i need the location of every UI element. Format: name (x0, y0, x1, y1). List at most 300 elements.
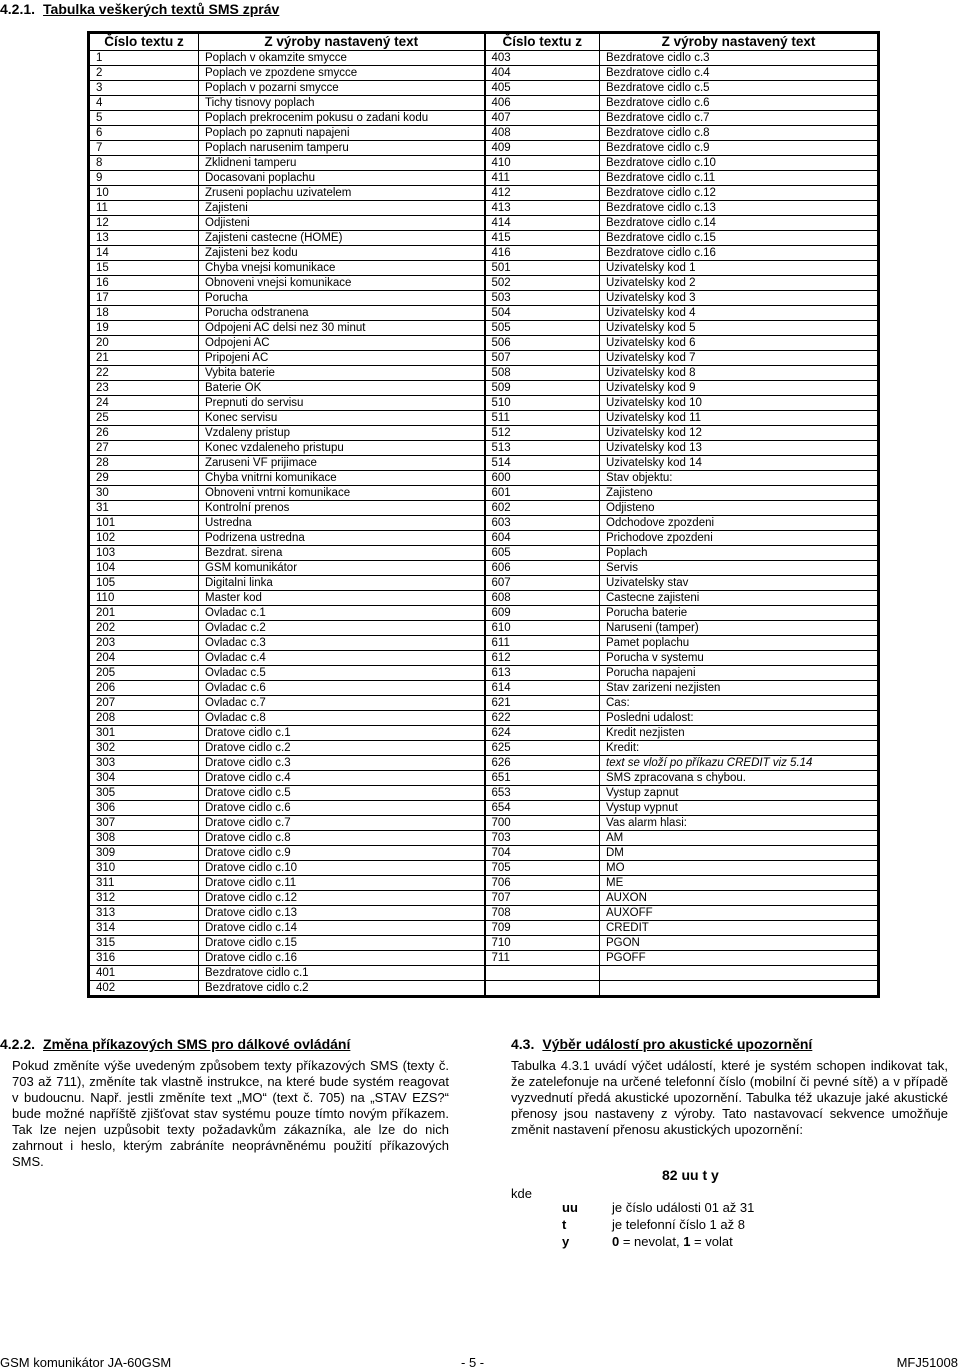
factory-text-cell: Bezdratove cidlo c.14 (600, 216, 879, 231)
factory-text-cell: Posledni udalost: (600, 711, 879, 726)
text-number-cell: 711 (485, 951, 600, 966)
text-number-cell: 31 (89, 501, 199, 516)
factory-text-cell: Bezdratove cidlo c.16 (600, 246, 879, 261)
text-number-cell: 706 (485, 876, 600, 891)
factory-text-cell: Dratove cidlo c.1 (199, 726, 485, 741)
text-number-cell: 503 (485, 291, 600, 306)
section-4-3-body: Tabulka 4.3.1 uvádí výčet událostí, které je systém schopen indikovat tak, že zatelefonuje na určené telefonní číslo (mobilní či pevné sítě) a v případě vyzvednutí předá akustické upozornění. Tabulka též ukazuje jaké akustické přenosy jsou nastaveny z výroby. Tato nastavovací sekvence umožňuje změnit nastavení přenosu akustických upozornění: (511, 1058, 948, 1137)
text-number-cell: 14 (89, 246, 199, 261)
table-row (89, 876, 879, 891)
factory-text-cell: Uzivatelsky kod 1 (600, 261, 879, 276)
factory-text-cell: Tichy tisnovy poplach (199, 96, 485, 111)
table-row (89, 231, 879, 246)
table-row (89, 906, 879, 921)
factory-text-cell: Zruseni poplachu uzivatelem (199, 186, 485, 201)
text-number-cell: 705 (485, 861, 600, 876)
table-row (89, 981, 879, 997)
factory-text-cell: Uzivatelsky kod 5 (600, 321, 879, 336)
footer-left: GSM komunikátor JA-60GSM (0, 1355, 172, 1370)
text-number-cell: 604 (485, 531, 600, 546)
table-row (89, 411, 879, 426)
factory-text-cell: GSM komunikátor (199, 561, 485, 576)
text-number-cell: 654 (485, 801, 600, 816)
factory-text-cell: Ovladac c.3 (199, 636, 485, 651)
text-number-cell: 625 (485, 741, 600, 756)
text-number-cell: 17 (89, 291, 199, 306)
factory-text-cell: Ovladac c.6 (199, 681, 485, 696)
table-row (89, 456, 879, 471)
text-number-cell: 24 (89, 396, 199, 411)
factory-text-cell: Ustredna (199, 516, 485, 531)
section-number: 4.2.2. (0, 1036, 36, 1052)
factory-text-cell: Uzivatelsky kod 4 (600, 306, 879, 321)
factory-text-cell: Uzivatelsky kod 6 (600, 336, 879, 351)
factory-text-cell: Stav objektu: (600, 471, 879, 486)
table-row (89, 606, 879, 621)
legend-key: t (562, 1217, 567, 1232)
factory-text-cell: Zaruseni VF prijimace (199, 456, 485, 471)
factory-text-cell: Cas: (600, 696, 879, 711)
factory-text-cell: Ovladac c.8 (199, 711, 485, 726)
factory-text-cell: Poplach ve zpozdene smycce (199, 66, 485, 81)
legend-row-t (562, 1217, 745, 1232)
text-number-cell: 704 (485, 846, 600, 861)
factory-text-cell: Bezdratove cidlo c.10 (600, 156, 879, 171)
text-number-cell: 415 (485, 231, 600, 246)
text-number-cell: 414 (485, 216, 600, 231)
text-number-cell: 502 (485, 276, 600, 291)
value-zero-meaning: = nevolat, (619, 1234, 684, 1249)
table-row (89, 711, 879, 726)
table-row (89, 261, 879, 276)
text-number-cell: 506 (485, 336, 600, 351)
factory-text-cell: Digitalni linka (199, 576, 485, 591)
text-number-cell: 610 (485, 621, 600, 636)
text-number-cell: 201 (89, 606, 199, 621)
text-number-cell: 13 (89, 231, 199, 246)
section-title: Výběr událostí pro akustické upozornění (542, 1036, 813, 1052)
text-number-cell: 3 (89, 81, 199, 96)
table-row (89, 771, 879, 786)
table-row (89, 666, 879, 681)
factory-text-cell: Bezdratove cidlo c.13 (600, 201, 879, 216)
factory-text-cell (600, 966, 879, 981)
factory-text-cell: Odjisteno (600, 501, 879, 516)
text-number-cell: 603 (485, 516, 600, 531)
table-row (89, 321, 879, 336)
factory-text-cell: Bezdratove cidlo c.8 (600, 126, 879, 141)
table-header-row (89, 33, 879, 51)
text-number-cell: 306 (89, 801, 199, 816)
factory-text-cell: Baterie OK (199, 381, 485, 396)
factory-text-cell: Bezdratove cidlo c.6 (600, 96, 879, 111)
table-row (89, 636, 879, 651)
text-number-cell: 613 (485, 666, 600, 681)
kde-label: kde (511, 1186, 532, 1201)
text-number-cell: 408 (485, 126, 600, 141)
factory-text-cell: SMS zpracovana s chybou. (600, 771, 879, 786)
factory-text-cell: Bezdrat. sirena (199, 546, 485, 561)
factory-text-cell: Dratove cidlo c.2 (199, 741, 485, 756)
text-number-cell: 404 (485, 66, 600, 81)
factory-text-cell: Bezdratove cidlo c.15 (600, 231, 879, 246)
factory-text-cell: Prepnuti do servisu (199, 396, 485, 411)
text-number-cell: 409 (485, 141, 600, 156)
legend-key: uu (562, 1200, 578, 1215)
section-title: Změna příkazových SMS pro dálkové ovládání (43, 1036, 351, 1052)
text-number-cell: 7 (89, 141, 199, 156)
column-header: Číslo textu z (89, 33, 199, 51)
factory-text-cell: Dratove cidlo c.11 (199, 876, 485, 891)
text-number-cell: 703 (485, 831, 600, 846)
factory-text-cell: Dratove cidlo c.15 (199, 936, 485, 951)
table-row (89, 561, 879, 576)
text-number-cell: 413 (485, 201, 600, 216)
table-row (89, 426, 879, 441)
text-number-cell: 401 (89, 966, 199, 981)
factory-text-cell: Poplach prekrocenim pokusu o zadani kodu (199, 111, 485, 126)
factory-text-cell: Odchodove zpozdeni (600, 516, 879, 531)
text-number-cell: 411 (485, 171, 600, 186)
factory-text-cell: PGON (600, 936, 879, 951)
text-number-cell: 307 (89, 816, 199, 831)
table-row (89, 591, 879, 606)
factory-text-cell: Dratove cidlo c.6 (199, 801, 485, 816)
text-number-cell: 12 (89, 216, 199, 231)
text-number-cell: 21 (89, 351, 199, 366)
factory-text-cell: Konec servisu (199, 411, 485, 426)
factory-text-cell: Uzivatelsky kod 14 (600, 456, 879, 471)
text-number-cell: 601 (485, 486, 600, 501)
table-row (89, 891, 879, 906)
factory-text-cell: Kredit: (600, 741, 879, 756)
factory-text-cell: Bezdratove cidlo c.4 (600, 66, 879, 81)
table-row (89, 861, 879, 876)
factory-text-cell: Dratove cidlo c.12 (199, 891, 485, 906)
legend-row-y (562, 1234, 733, 1249)
factory-text-cell: Zajisteni castecne (HOME) (199, 231, 485, 246)
factory-text-cell: Porucha napajeni (600, 666, 879, 681)
text-number-cell: 315 (89, 936, 199, 951)
column-header: Z výroby nastavený text (600, 33, 879, 51)
text-number-cell: 507 (485, 351, 600, 366)
section-heading-4-3 (511, 1036, 812, 1052)
factory-text-cell: AUXON (600, 891, 879, 906)
table-row (89, 156, 879, 171)
table-row (89, 741, 879, 756)
factory-text-cell: Bezdratove cidlo c.1 (199, 966, 485, 981)
text-number-cell: 101 (89, 516, 199, 531)
table-row (89, 96, 879, 111)
table-row (89, 66, 879, 81)
text-number-cell: 708 (485, 906, 600, 921)
legend-key: y (562, 1234, 570, 1249)
text-number-cell: 20 (89, 336, 199, 351)
factory-text-cell: Uzivatelsky kod 12 (600, 426, 879, 441)
factory-text-cell: Chyba vnitrni komunikace (199, 471, 485, 486)
text-number-cell: 203 (89, 636, 199, 651)
text-number-cell: 16 (89, 276, 199, 291)
text-number-cell: 18 (89, 306, 199, 321)
text-number-cell (485, 981, 600, 997)
factory-text-cell: Servis (600, 561, 879, 576)
table-row (89, 816, 879, 831)
factory-text-cell: Uzivatelsky stav (600, 576, 879, 591)
table-row (89, 441, 879, 456)
table-row (89, 756, 879, 771)
text-number-cell: 621 (485, 696, 600, 711)
factory-text-cell: Odjisteni (199, 216, 485, 231)
legend-row-uu (562, 1200, 754, 1215)
text-number-cell: 104 (89, 561, 199, 576)
text-number-cell: 406 (485, 96, 600, 111)
text-number-cell: 405 (485, 81, 600, 96)
factory-text-cell: Dratove cidlo c.16 (199, 951, 485, 966)
factory-text-cell: Uzivatelsky kod 9 (600, 381, 879, 396)
text-number-cell: 205 (89, 666, 199, 681)
text-number-cell: 504 (485, 306, 600, 321)
text-number-cell: 402 (89, 981, 199, 997)
factory-text-cell: Dratove cidlo c.9 (199, 846, 485, 861)
text-number-cell: 25 (89, 411, 199, 426)
table-row (89, 81, 879, 96)
sequence-formula: 82 uu t y (662, 1167, 719, 1183)
table-row (89, 801, 879, 816)
text-number-cell: 622 (485, 711, 600, 726)
table-row (89, 126, 879, 141)
factory-text-cell: Bezdratove cidlo c.3 (600, 51, 879, 66)
factory-text-cell: Zajisteni bez kodu (199, 246, 485, 261)
text-number-cell: 501 (485, 261, 600, 276)
table-row (89, 501, 879, 516)
text-number-cell: 709 (485, 921, 600, 936)
text-number-cell: 30 (89, 486, 199, 501)
text-number-cell: 308 (89, 831, 199, 846)
factory-text-cell: Stav zarizeni nezjisten (600, 681, 879, 696)
table-row (89, 141, 879, 156)
text-number-cell: 624 (485, 726, 600, 741)
section-number: 4.3. (511, 1036, 535, 1052)
text-number-cell: 110 (89, 591, 199, 606)
legend-description: je telefonní číslo 1 až 8 (612, 1217, 745, 1232)
text-number-cell: 9 (89, 171, 199, 186)
factory-text-cell: Dratove cidlo c.7 (199, 816, 485, 831)
factory-text-cell: Pripojeni AC (199, 351, 485, 366)
text-number-cell: 605 (485, 546, 600, 561)
factory-text-cell: Zajisteno (600, 486, 879, 501)
factory-text-cell: Vystup zapnut (600, 786, 879, 801)
text-number-cell: 314 (89, 921, 199, 936)
text-number-cell: 22 (89, 366, 199, 381)
text-number-cell: 103 (89, 546, 199, 561)
factory-text-cell: Ovladac c.5 (199, 666, 485, 681)
text-number-cell: 2 (89, 66, 199, 81)
factory-text-cell: AM (600, 831, 879, 846)
factory-text-cell: Naruseni (tamper) (600, 621, 879, 636)
factory-text-cell: Bezdratove cidlo c.5 (600, 81, 879, 96)
factory-text-cell: Vas alarm hlasi: (600, 816, 879, 831)
factory-text-cell: text se vloží po příkazu CREDIT viz 5.14 (600, 756, 879, 771)
factory-text-cell: Dratove cidlo c.3 (199, 756, 485, 771)
factory-text-cell: Uzivatelsky kod 2 (600, 276, 879, 291)
factory-text-cell: Obnoveni vnejsi komunikace (199, 276, 485, 291)
factory-text-cell: Bezdratove cidlo c.11 (600, 171, 879, 186)
section-number: 4.2.1. (0, 1, 36, 17)
table-row (89, 246, 879, 261)
text-number-cell: 26 (89, 426, 199, 441)
factory-text-cell: Dratove cidlo c.5 (199, 786, 485, 801)
text-number-cell: 514 (485, 456, 600, 471)
text-number-cell: 27 (89, 441, 199, 456)
factory-text-cell: Poplach po zapnuti napajeni (199, 126, 485, 141)
text-number-cell: 407 (485, 111, 600, 126)
factory-text-cell: Obnoveni vntrni komunikace (199, 486, 485, 501)
factory-text-cell: Poplach v okamzite smycce (199, 51, 485, 66)
text-number-cell: 202 (89, 621, 199, 636)
factory-text-cell: Kontrolní prenos (199, 501, 485, 516)
legend-description: je číslo události 01 až 31 (612, 1200, 755, 1215)
text-number-cell: 11 (89, 201, 199, 216)
text-number-cell: 19 (89, 321, 199, 336)
factory-text-cell (600, 981, 879, 997)
factory-text-cell: Poplach narusenim tamperu (199, 141, 485, 156)
text-number-cell: 206 (89, 681, 199, 696)
factory-text-cell: Odpojeni AC delsi nez 30 minut (199, 321, 485, 336)
factory-text-cell: AUXOFF (600, 906, 879, 921)
factory-text-cell: Vzdaleny pristup (199, 426, 485, 441)
text-number-cell: 5 (89, 111, 199, 126)
factory-text-cell: Dratove cidlo c.10 (199, 861, 485, 876)
text-number-cell: 403 (485, 51, 600, 66)
column-header: Z výroby nastavený text (199, 33, 485, 51)
text-number-cell: 508 (485, 366, 600, 381)
value-one-meaning: = volat (690, 1234, 733, 1249)
factory-text-cell: Zajisteni (199, 201, 485, 216)
text-number-cell: 29 (89, 471, 199, 486)
table-row (89, 201, 879, 216)
table-row (89, 486, 879, 501)
factory-text-cell: Dratove cidlo c.14 (199, 921, 485, 936)
text-number-cell: 651 (485, 771, 600, 786)
text-number-cell: 700 (485, 816, 600, 831)
factory-text-cell: Uzivatelsky kod 10 (600, 396, 879, 411)
table-row (89, 651, 879, 666)
text-number-cell: 510 (485, 396, 600, 411)
section-title: Tabulka veškerých textů SMS zpráv (43, 1, 280, 17)
text-number-cell: 607 (485, 576, 600, 591)
text-number-cell: 4 (89, 96, 199, 111)
text-number-cell: 304 (89, 771, 199, 786)
table-row (89, 291, 879, 306)
text-number-cell: 653 (485, 786, 600, 801)
table-row (89, 366, 879, 381)
text-number-cell: 311 (89, 876, 199, 891)
text-number-cell: 410 (485, 156, 600, 171)
factory-text-cell: Ovladac c.1 (199, 606, 485, 621)
factory-text-cell: Kredit nezjisten (600, 726, 879, 741)
text-number-cell: 602 (485, 501, 600, 516)
text-number-cell: 513 (485, 441, 600, 456)
text-number-cell: 6 (89, 126, 199, 141)
factory-text-cell: Vystup vypnut (600, 801, 879, 816)
table-row (89, 471, 879, 486)
factory-text-cell: Porucha v systemu (600, 651, 879, 666)
text-number-cell: 707 (485, 891, 600, 906)
factory-text-cell: Ovladac c.4 (199, 651, 485, 666)
text-number-cell: 28 (89, 456, 199, 471)
factory-text-cell: CREDIT (600, 921, 879, 936)
table-row (89, 306, 879, 321)
factory-text-cell: Uzivatelsky kod 8 (600, 366, 879, 381)
factory-text-cell: Porucha odstranena (199, 306, 485, 321)
factory-text-cell: Bezdratove cidlo c.7 (600, 111, 879, 126)
table-row (89, 216, 879, 231)
factory-text-cell: Vybita baterie (199, 366, 485, 381)
table-row (89, 681, 879, 696)
factory-text-cell: Pamet poplachu (600, 636, 879, 651)
factory-text-cell: Porucha baterie (600, 606, 879, 621)
text-number-cell: 207 (89, 696, 199, 711)
footer-right: MFJ51008 (896, 1355, 958, 1370)
text-number-cell: 611 (485, 636, 600, 651)
text-number-cell: 710 (485, 936, 600, 951)
factory-text-cell: DM (600, 846, 879, 861)
factory-text-cell: Ovladac c.2 (199, 621, 485, 636)
factory-text-cell: Konec vzdaleneho pristupu (199, 441, 485, 456)
value-one: 1 (683, 1234, 691, 1249)
text-number-cell: 204 (89, 651, 199, 666)
table-row (89, 576, 879, 591)
text-number-cell: 412 (485, 186, 600, 201)
text-number-cell: 302 (89, 741, 199, 756)
text-number-cell: 505 (485, 321, 600, 336)
factory-text-cell: ME (600, 876, 879, 891)
factory-text-cell: Odpojeni AC (199, 336, 485, 351)
text-number-cell: 10 (89, 186, 199, 201)
text-number-cell: 305 (89, 786, 199, 801)
value-zero: 0 (612, 1234, 620, 1249)
factory-text-cell: Uzivatelsky kod 11 (600, 411, 879, 426)
text-number-cell: 303 (89, 756, 199, 771)
text-number-cell: 15 (89, 261, 199, 276)
table-row (89, 531, 879, 546)
factory-text-cell: Dratove cidlo c.4 (199, 771, 485, 786)
factory-text-cell: Uzivatelsky kod 7 (600, 351, 879, 366)
factory-text-cell: Zklidneni tamperu (199, 156, 485, 171)
text-number-cell: 102 (89, 531, 199, 546)
text-number-cell: 511 (485, 411, 600, 426)
table-row (89, 921, 879, 936)
factory-text-cell: Docasovani poplachu (199, 171, 485, 186)
table-row (89, 951, 879, 966)
factory-text-cell: Poplach (600, 546, 879, 561)
factory-text-cell: Castecne zajisteni (600, 591, 879, 606)
text-number-cell: 8 (89, 156, 199, 171)
factory-text-cell: Poplach v pozarni smycce (199, 81, 485, 96)
table-row (89, 396, 879, 411)
table-row (89, 516, 879, 531)
table-row (89, 276, 879, 291)
text-number-cell: 208 (89, 711, 199, 726)
text-number-cell: 313 (89, 906, 199, 921)
text-number-cell: 312 (89, 891, 199, 906)
text-number-cell: 309 (89, 846, 199, 861)
text-number-cell: 301 (89, 726, 199, 741)
text-number-cell: 609 (485, 606, 600, 621)
factory-text-cell: Bezdratove cidlo c.9 (600, 141, 879, 156)
factory-text-cell: MO (600, 861, 879, 876)
factory-text-cell: Prichodove zpozdeni (600, 531, 879, 546)
